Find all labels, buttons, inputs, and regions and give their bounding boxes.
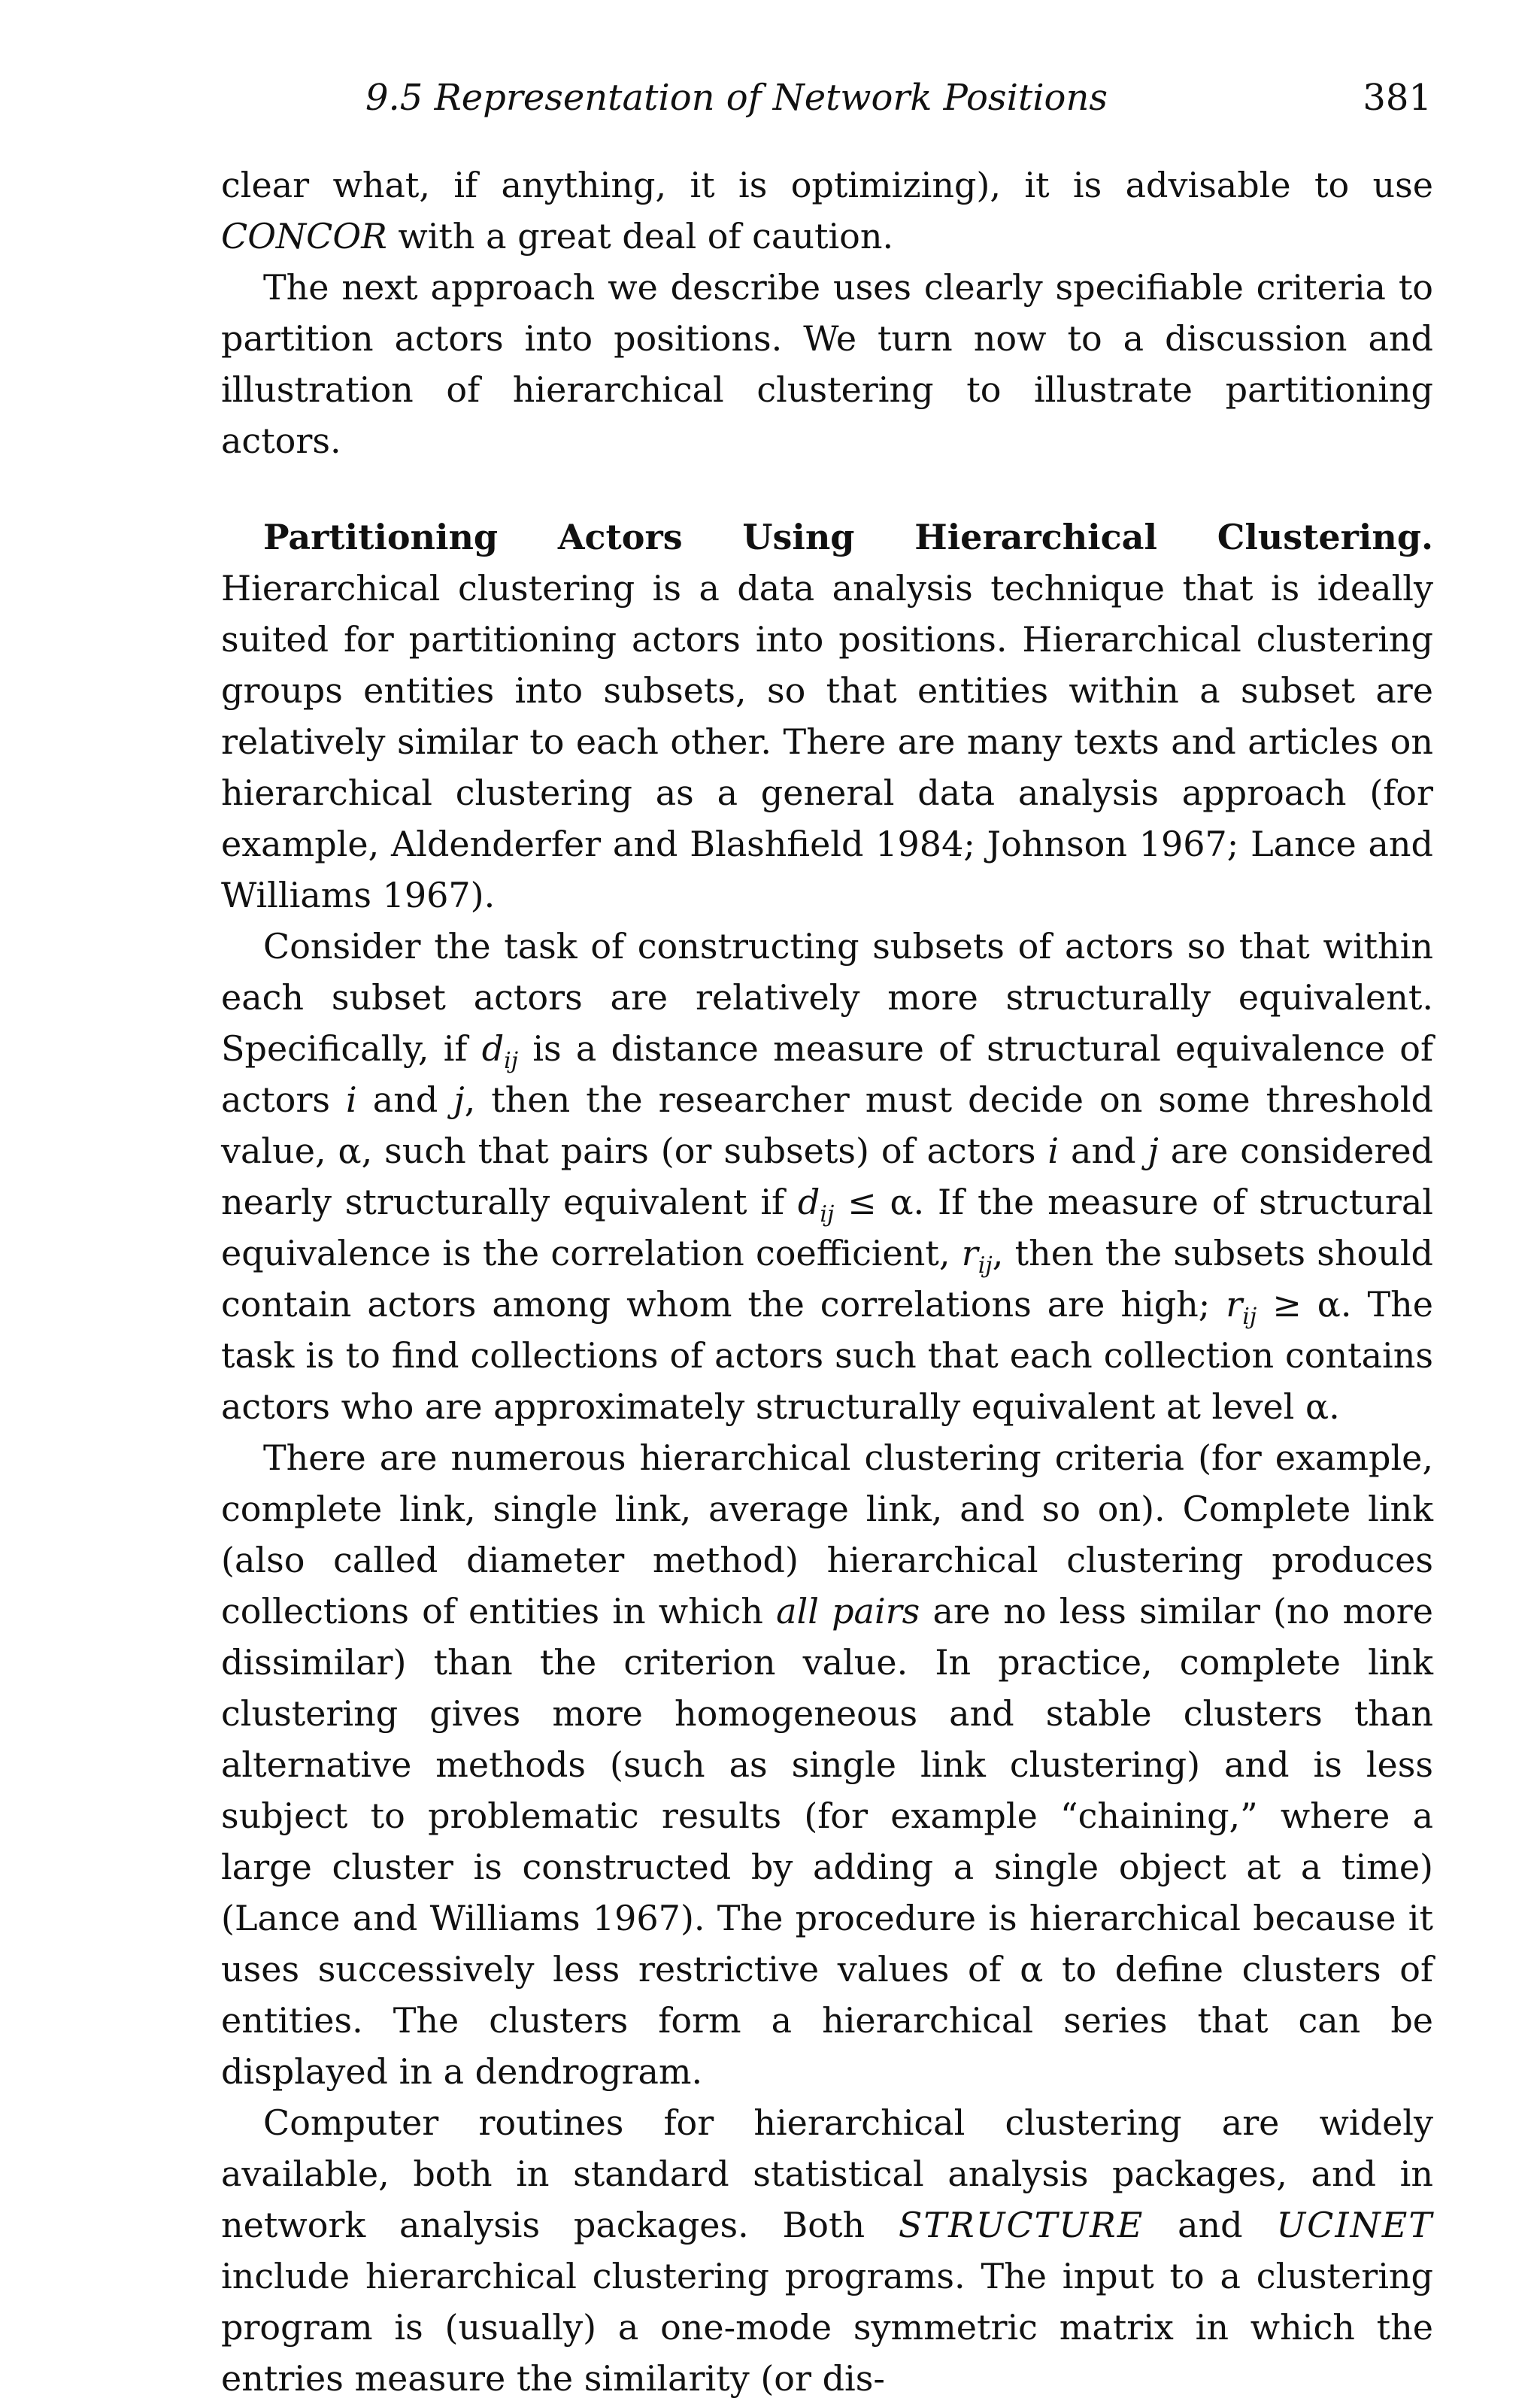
math-var-d: d <box>481 1028 505 1069</box>
math-subscript: ij <box>1242 1304 1257 1331</box>
running-head <box>365 75 1432 120</box>
page-number: 381 <box>1363 77 1432 119</box>
program-name-ucinet: UCINET <box>1276 2205 1434 2245</box>
paragraph-subsets-task: Consider the task of constructing subsets of actors so that within each subset actors are relatively more structurally equivalent. Specifically, if $d_{ij}$ is a distance measure of structural equivalence of actors i and j, then the researcher must decide on some threshold value, α, such that pairs (or subsets) of actors i and j are considered nearly structurally equivalent if $d_{ij} \le \alpha$. If the measure of structural equivalence is the correlation coefficient, $r_{ij}$, then the subsets should contain actors among whom the correlations are high; $r_{ij} \ge \alpha$. The task is to find collections of actors such that each collection contains actors who are approximately structurally equivalent at level α. <box>221 926 1434 1427</box>
paragraph-next-approach: The next approach we describe uses clearly specifiable criteria to partition actors into positions. We turn now to a discussion and illustration of hierarchical clustering to illustrate partitioning actors. <box>221 267 1433 461</box>
body-text <box>221 159 1433 2404</box>
math-var-j: j <box>1147 1131 1159 1171</box>
paragraph-hierarchical-clustering: Partitioning Actors Using Hierarchical Clustering. Hierarchical clustering is a data analysis technique that is ideally suited for partitioning actors into positions. Hierarchical clustering groups entities into subsets, so that entities within a subset are relatively similar to each other. There are many texts and articles on hierarchical clustering as a general data analysis approach (for example, Aldenderfer and Blashfield 1984; Johnson 1967; Lance and Williams 1967). <box>221 517 1433 915</box>
emphasis-all-pairs: all pairs <box>776 1591 920 1632</box>
run-in-heading: Partitioning Actors Using Hierarchical Clustering. <box>263 517 1433 557</box>
math-var-i: i <box>346 1079 357 1120</box>
paragraph-continuation: clear what, if anything, it is optimizing), it is advisable to use CONCOR with a great deal of caution. <box>221 165 1433 256</box>
paragraph-clustering-criteria: There are numerous hierarchical clustering criteria (for example, complete link, single link, average link, and so on). Complete link (also called diameter method) hierarchical clustering produces collections of entities in which all pairs are no less similar (no more dissimilar) than the criterion value. In practice, complete link clustering gives more homogeneous and stable clusters than alternative methods (such as single link clustering) and is less subject to problematic results (for example “chaining,” where a large cluster is constructed by adding a single object at a time) (Lance and Williams 1967). The procedure is hierarchical because it uses successively less restrictive values of α to define clusters of entities. The clusters form a hierarchical series that can be displayed in a dendrogram. <box>221 1437 1433 2092</box>
math-var-i: i <box>1047 1131 1060 1171</box>
math-subscript: ij <box>820 1201 835 1228</box>
program-name-structure: STRUCTURE <box>898 2205 1144 2245</box>
program-name-concor: CONCOR <box>221 216 387 256</box>
math-var-j: j <box>453 1079 465 1120</box>
math-subscript: ij <box>504 1048 519 1075</box>
paragraph-computer-routines: Computer routines for hierarchical clustering are widely available, both in standard statistical analysis packages, and in network analysis packages. Both STRUCTURE and UCINET include hierarchical clustering programs. The input to a clustering program is (usually) a one-mode symmetric matrix in which the entries measure the similarity (or dis- <box>221 2102 1434 2399</box>
math-var-d: d <box>797 1182 820 1222</box>
section-title: 9.5 Representation of Network Positions <box>365 77 1108 119</box>
math-subscript: ij <box>978 1252 993 1279</box>
math-var-r: r <box>961 1233 978 1273</box>
math-var-r: r <box>1226 1284 1243 1325</box>
